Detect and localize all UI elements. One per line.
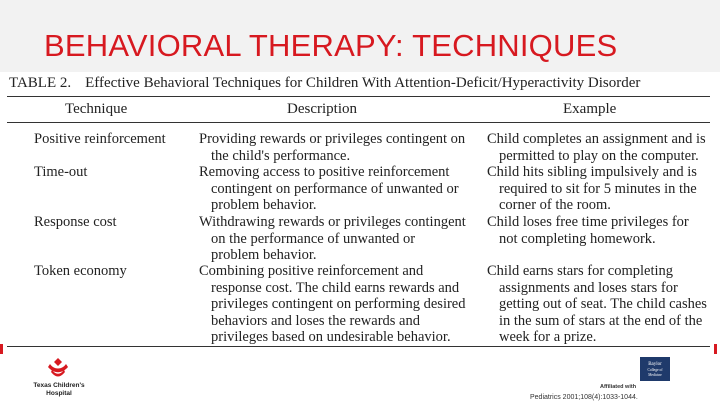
table-top-rule: [7, 96, 710, 97]
table-row-example: Child hits sibling impulsively and is required to sit for 5 minutes in the corner of the room.: [487, 164, 697, 213]
table-label: TABLE 2.: [9, 75, 72, 91]
header-example: Example: [563, 101, 617, 117]
table-row-description: Providing rewards or privileges contingent on the child's performance.: [199, 131, 466, 164]
table-figure: [5, 72, 716, 350]
table-caption: [9, 75, 640, 92]
table-row-technique: Time-out: [34, 164, 88, 180]
table-row-technique: Response cost: [34, 214, 117, 230]
table-row-example: Child completes an assignment and is permitted to play on the computer.: [487, 131, 706, 164]
table-row-example: Child earns stars for completing assignments and loses stars for getting out of seat. The child cashes in the sum of stars at the end of the week for a prize.: [487, 263, 707, 345]
table-caption-text: Effective Behavioral Techniques for Children With Attention-Deficit/Hyperactivity Disorder: [85, 75, 641, 91]
baylor-logo: [640, 357, 670, 381]
table-row-description: Combining positive reinforcement and response cost. The child earns rewards and privileges contingent on performing desired behaviors and loses the rewards and privileges based on undesirable behavior.: [199, 263, 466, 345]
texas-childrens-logo: [24, 356, 94, 400]
svg-text:College of: College of: [647, 368, 663, 372]
table-row-technique: Positive reinforcement: [34, 131, 166, 147]
table-header-rule: [7, 122, 710, 123]
svg-text:Baylor: Baylor: [648, 362, 662, 367]
header-description: Description: [287, 101, 357, 117]
table-bottom-rule: [7, 346, 710, 347]
slide-title: BEHAVIORAL THERAPY: TECHNIQUES: [44, 28, 618, 63]
citation: Pediatrics 2001;108(4):1033-1044.: [530, 394, 638, 401]
table-row-description: Removing access to positive reinforcement contingent on performance of unwanted or problem behavior.: [199, 164, 459, 213]
svg-text:Medicine: Medicine: [648, 373, 662, 377]
table-row-technique: Token economy: [34, 263, 127, 279]
right-edge-marker: [714, 344, 717, 354]
table-row-example: Child loses free time privileges for not completing homework.: [487, 214, 689, 247]
left-logo-line-1: Texas Children's: [33, 382, 85, 389]
header-technique: Technique: [65, 101, 128, 117]
affiliation-label: Affiliated with: [600, 384, 637, 390]
table-row-description: Withdrawing rewards or privileges contingent on the performance of unwanted or problem behavior.: [199, 214, 466, 263]
left-logo-line-2: Hospital: [46, 390, 72, 397]
left-edge-marker: [0, 344, 3, 354]
